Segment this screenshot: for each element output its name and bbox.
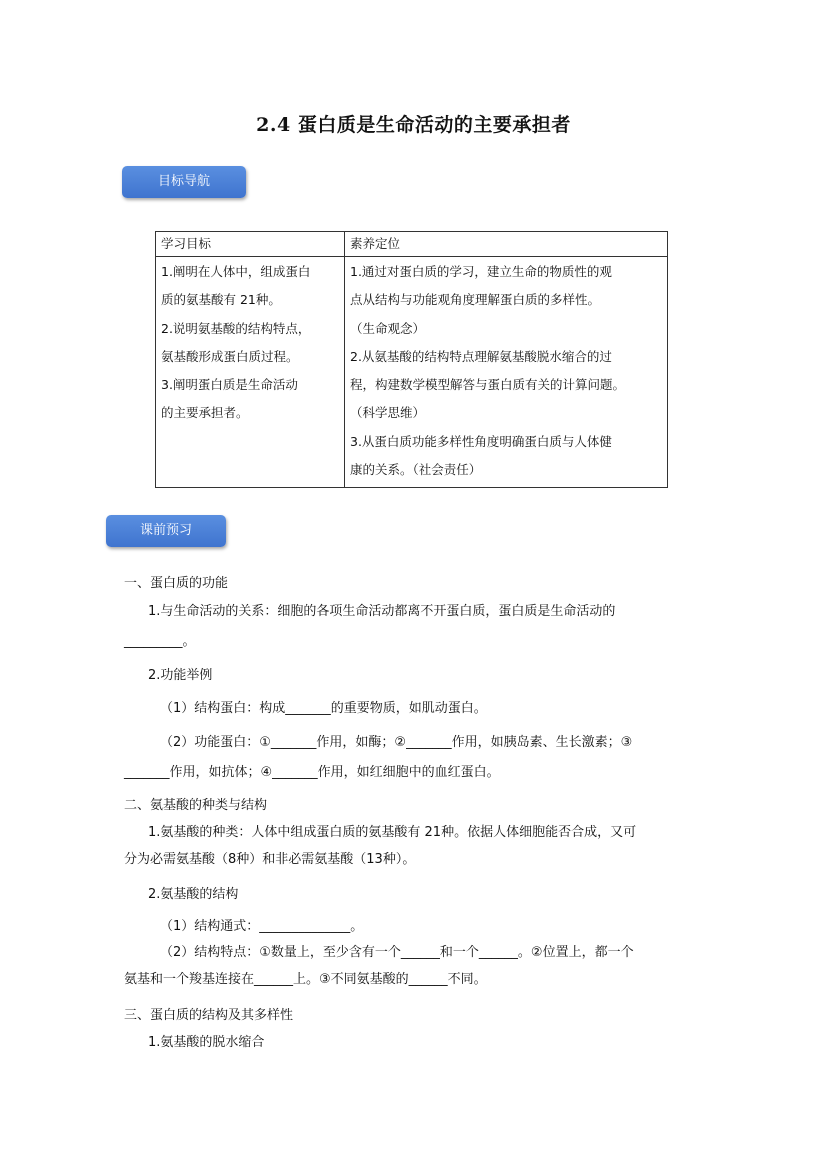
paragraph: （2）结构特点：①数量上，至少含有一个______和一个______。②位置上，都一个: [160, 945, 634, 960]
table-row: [156, 257, 668, 488]
paragraph: （2）功能蛋白：①_______作用，如酶；②_______作用，如胰岛素、生长激素；③: [160, 735, 633, 750]
literacy-line: 点从结构与功能观角度理解蛋白质的多样性。: [350, 292, 601, 308]
literacy-line: 2.从氨基酸的结构特点理解氨基酸脱水缩合的过: [350, 348, 612, 364]
page-title: 2.4 蛋白质是生命活动的主要承担者: [256, 114, 571, 136]
paragraph: 1.氨基酸的脱水缩合: [148, 1035, 265, 1050]
literacy-line: 康的关系。（社会责任）: [350, 462, 482, 478]
paragraph: _______作用，如抗体；④_______作用，如红细胞中的血红蛋白。: [124, 765, 500, 780]
paragraph: （1）结构蛋白：构成_______的重要物质，如肌动蛋白。: [160, 701, 487, 716]
paragraph: 分为必需氨基酸（8种）和非必需氨基酸（13种）。: [124, 852, 416, 867]
literacy-line: 1.通过对蛋白质的学习，建立生命的物质性的观: [350, 264, 612, 279]
paragraph: 氨基和一个羧基连接在______上。③不同氨基酸的______不同。: [124, 972, 487, 987]
section-badge-goal-navigation: 目标导航: [122, 166, 246, 198]
section-heading: 三、蛋白质的结构及其多样性: [124, 1008, 294, 1023]
section-heading: 一、蛋白质的功能: [124, 576, 229, 591]
paragraph: 2.氨基酸的结构: [148, 887, 239, 902]
table-header-literacy: 素养定位: [345, 232, 668, 257]
learning-goals-table: [155, 231, 668, 488]
literacy-cell: [345, 257, 668, 488]
literacy-line: 3.从蛋白质功能多样性角度明确蛋白质与人体健: [350, 433, 612, 449]
literacy-line: （科学思维）: [350, 405, 426, 421]
literacy-line: 程，构建数学模型解答与蛋白质有关的计算问题。: [350, 377, 626, 393]
learning-goals-cell: [156, 257, 345, 488]
goal-line: 氨基酸形成蛋白质过程。: [161, 348, 299, 364]
goal-line: 1.阐明在人体中，组成蛋白: [161, 264, 311, 279]
paragraph: （1）结构通式：______________。: [160, 919, 364, 934]
table-header-row: [156, 232, 668, 257]
goal-line: 2.说明氨基酸的结构特点，: [161, 320, 311, 336]
paragraph: 1.与生命活动的关系：细胞的各项生命活动都离不开蛋白质，蛋白质是生命活动的: [148, 604, 616, 619]
table-header-learning-goals: 学习目标: [156, 232, 345, 257]
goal-line: 的主要承担者。: [161, 405, 249, 421]
goal-line: 3.阐明蛋白质是生命活动: [161, 377, 298, 393]
paragraph: _________。: [124, 634, 196, 649]
section-heading: 二、氨基酸的种类与结构: [124, 798, 268, 813]
paragraph: 2.功能举例: [148, 668, 213, 683]
literacy-line: （生命观念）: [350, 320, 426, 336]
section-badge-preview: 课前预习: [106, 515, 226, 547]
paragraph: 1.氨基酸的种类：人体中组成蛋白质的氨基酸有 21种。依据人体细胞能否合成，又可: [148, 825, 637, 840]
goal-line: 质的氨基酸有 21种。: [161, 292, 281, 308]
